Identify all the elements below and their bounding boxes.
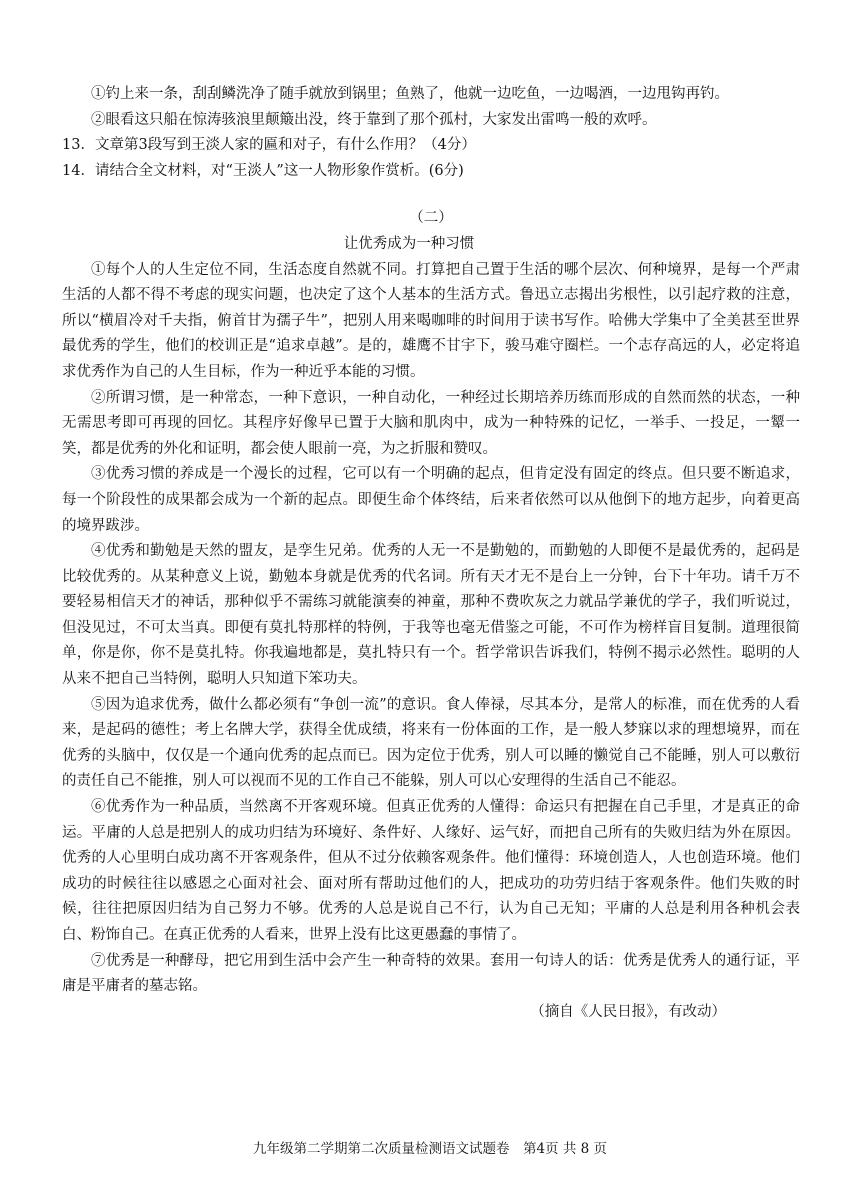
document-page (62, 82, 800, 1025)
page-footer: 九年级第二学期第二次质量检测语文试题卷 第4页 共 8 页 (252, 1141, 608, 1157)
example-sentence-1: ①钓上来一条，刮刮鳞洗净了随手就放到锅里；鱼熟了，他就一边吃鱼，一边喝酒，一边甩钩再钓。 (91, 86, 729, 102)
question-13: 13．文章第3段写到王淡人家的匾和对子，有什么作用？（4分） (62, 137, 476, 154)
article-body (62, 258, 800, 1000)
paragraph-4: ④优秀和勤勉是天然的盟友，是孪生兄弟。优秀的人无一不是勤勉的，而勤勉的人即便不是最优秀的，起码是比较优秀的。从某种意义上说，勤勉本身就是优秀的代名词。所有天才无不是台上一分钟，台下十年功。请千万不要轻易相信天才的神话，那种似乎不需练习就能演奏的神童，那种不费吹灰之力就品学兼优的学子，我们听说过，但没见过，不可太当真。即便有莫扎特那样的特例，于我等也毫无借鉴之可能，不可作为榜样盲目复制。道理很简单，你是你，你不是莫扎特。你我遍地都是，莫扎特只有一个。哲学常识告诉我们，特例不揭示必然性。聪明的人从来不把自己当特例，聪明人只知道下笨功夫。 (62, 543, 800, 688)
paragraph-2: ②所谓习惯，是一种常态，一种下意识，一种自动化，一种经过长期培养历练而形成的自然而然的状态，一种无需思考即可再现的回忆。其程序好像早已置于大脑和肌肉中，成为一种特殊的记忆，一举手、一投足，一颦一笑，都是优秀的外化和证明，都会使人眼前一亮，为之折服和赞叹。 (62, 389, 800, 457)
paragraph-5: ⑤因为追求优秀，做什么都必须有“争创一流”的意识。食人俸禄，尽其本分，是常人的标准，而在优秀的人看来，是起码的德性；考上名牌大学，获得全优成绩，将来有一份体面的工作，是一般人梦寐以求的理想境界，而在优秀的头脑中，仅仅是一个通向优秀的起点而已。因为定位于优秀，别人可以睡的懒觉自己不能睡，别人可以敷衍的责任自己不能推，别人可以视而不见的工作自己不能躲，别人可以心安理得的生活自己不能忍。 (62, 696, 800, 790)
paragraph-3: ③优秀习惯的养成是一个漫长的过程，它可以有一个明确的起点，但肯定没有固定的终点。但只要不断追求，每一个阶段性的成果都会成为一个新的起点。即便生命个体终结，后来者依然可以从他倒下的地方起步，向着更高的境界跋涉。 (62, 466, 800, 534)
article-title: 让优秀成为一种习惯 (343, 235, 475, 252)
question-14: 14．请结合全文材料，对“王淡人”这一人物形象作赏析。(6分) (62, 162, 464, 179)
paragraph-6: ⑥优秀作为一种品质，当然离不开客观环境。但真正优秀的人懂得：命运只有把握在自己手里，才是真正的命运。平庸的人总是把别人的成功归结为环境好、条件好、人缘好、运气好，而把自己所有的失败归结为外在原因。优秀的人心里明白成功离不开客观条件，但从不过分依赖客观条件。他们懂得：环境创造人，人也创造环境。他们成功的时候往往以感恩之心面对社会、面对所有帮助过他们的人，把成功的功劳归结于客观条件。他们失败的时候，往往把原因归结为自己努力不够。优秀的人总是说自己不行，认为自己无知；平庸的人总是利用各种机会表白、粉饰自己。在真正优秀的人看来，世界上没有比这更愚蠢的事情了。 (62, 799, 800, 943)
source-citation: （摘自《人民日报》，有改动） (530, 1003, 726, 1020)
example-sentence-2: ②眼看这只船在惊涛骇浪里颠簸出没，终于靠到了那个孤村，大家发出雷鸣一般的欢呼。 (91, 111, 657, 128)
paragraph-7: ⑦优秀是一种酵母，把它用到生活中会产生一种奇特的效果。套用一句诗人的话：优秀是优秀人的通行证，平庸是平庸者的墓志铭。 (62, 952, 800, 995)
section-number: （二） (409, 210, 453, 227)
paragraph-1: ①每个人的人生定位不同，生活态度自然就不同。打算把自己置于生活的哪个层次、何种境界，是每一个严肃生活的人都不得不考虑的现实问题，也决定了这个人基本的生活方式。鲁迅立志揭出劣根性，以引起疗救的注意，所以“横眉冷对千夫指，俯首甘为孺子牛”，把别人用来喝咖啡的时间用于读书写作。哈佛大学集中了全美甚至世界最优秀的学生，他们的校训正是“追求卓越”。是的，雄鹰不甘宇下，骏马难守圈栏。一个志存高远的人，必定将追求优秀作为自己的人生目标，作为一种近乎本能的习惯。 (62, 261, 800, 380)
